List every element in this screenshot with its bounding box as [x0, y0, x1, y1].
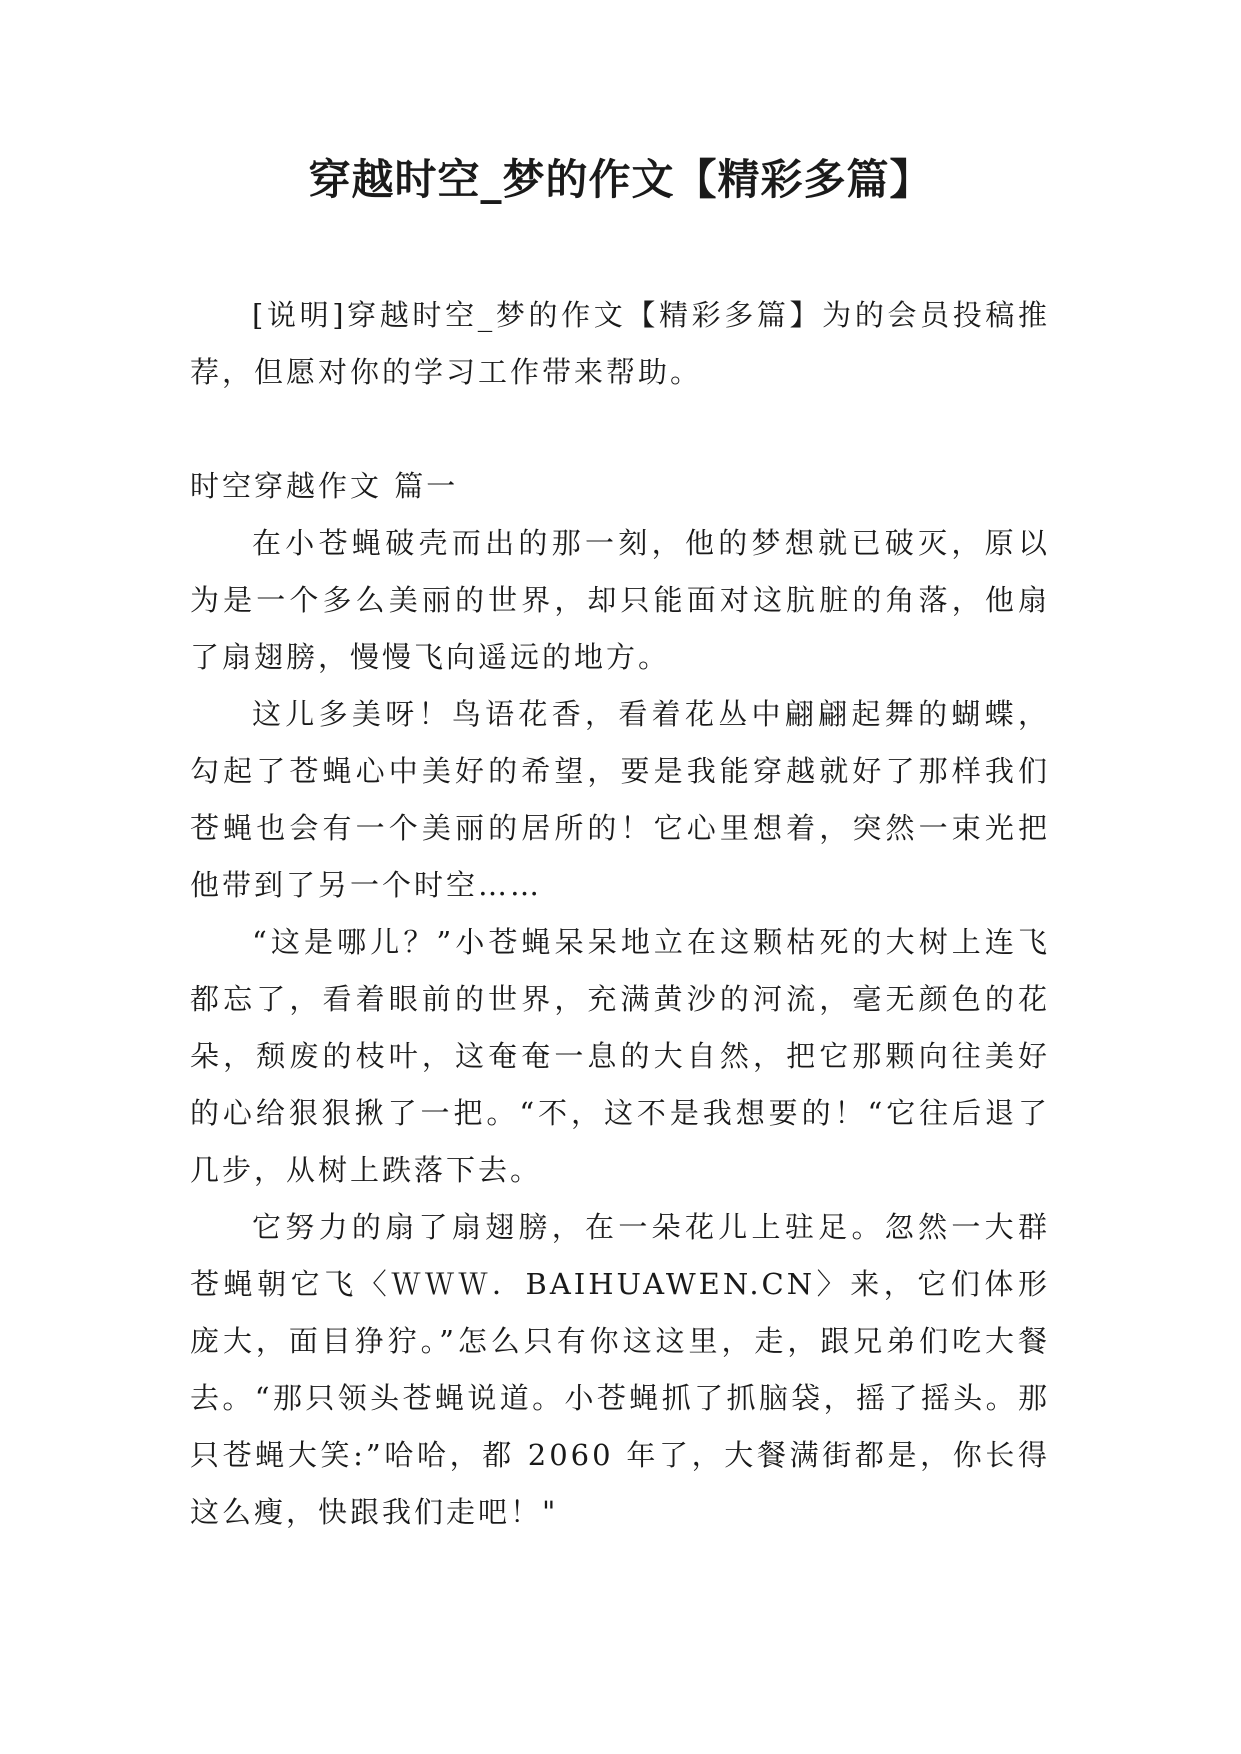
section-heading: 时空穿越作文 篇一 [190, 469, 459, 503]
paragraph: “这是哪儿？”小苍蝇呆呆地立在这颗枯死的大树上连飞都忘了，看着眼前的世界，充满黄沙的河流，毫无颜色的花朵，颓废的枝叶，这奄奄一息的大自然，把它那颗向往美好的心给狠狠揪了一把。“不，这不是我想要的！“它往后退了几步，从树上跌落下去。 [190, 925, 1050, 1187]
intro-block [190, 287, 1050, 401]
essay-section [190, 458, 1050, 1541]
paragraph: 在小苍蝇破壳而出的那一刻，他的梦想就已破灭，原以为是一个多么美丽的世界，却只能面对这肮脏的角落，他扇了扇翅膀，慢慢飞向遥远的地方。 [190, 526, 1050, 674]
document-title: 穿越时空_梦的作文【精彩多篇】 [308, 155, 933, 204]
intro-paragraph: [说明]穿越时空_梦的作文【精彩多篇】为的会员投稿推荐，但愿对你的学习工作带来帮助。 [190, 298, 1050, 389]
paragraph: 这儿多美呀！鸟语花香，看着花丛中翩翩起舞的蝴蝶，勾起了苍蝇心中美好的希望，要是我能穿越就好了那样我们苍蝇也会有一个美丽的居所的！它心里想着，突然一束光把他带到了另一个时空…… [190, 697, 1050, 902]
paragraph: 它努力的扇了扇翅膀，在一朵花儿上驻足。忽然一大群苍蝇朝它飞〈ＷＷＷ．BAIHUAWEN.CN〉来，它们体形庞大，面目狰狞。”怎么只有你这这里，走，跟兄弟们吃大餐去。“那只领头苍蝇说道。小苍蝇抓了抓脑袋，摇了摇头。那只苍蝇大笑:”哈哈，都 2060 年了，大餐满街都是，你长得这么瘦，快跟我们走吧！" [190, 1210, 1050, 1529]
